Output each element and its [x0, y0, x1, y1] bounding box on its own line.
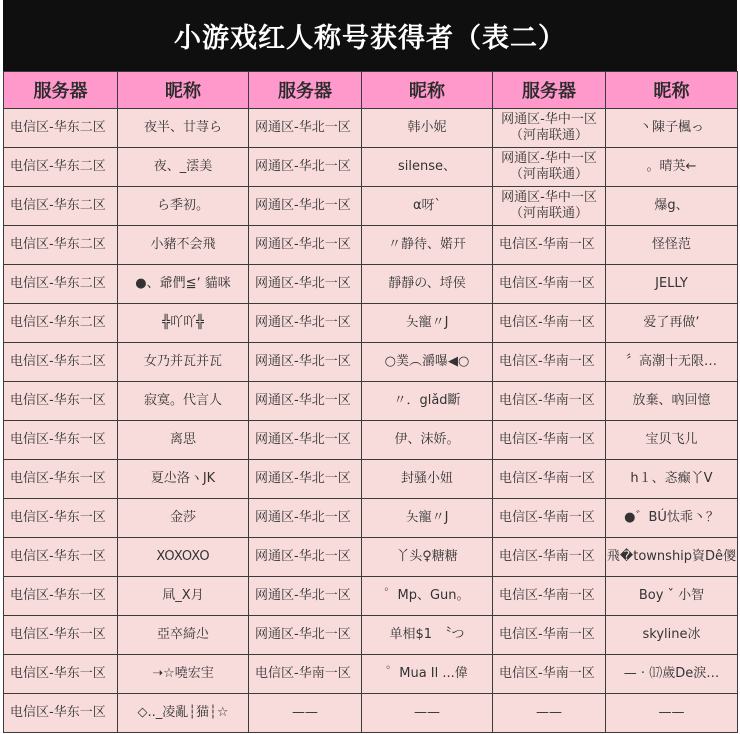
server-cell	[249, 538, 362, 577]
cell-text: 网通区-华北一区	[255, 159, 351, 174]
server-cell	[249, 265, 362, 304]
cell-text: 电信区-华南一区	[499, 510, 595, 525]
winners-table	[3, 71, 738, 733]
nickname-cell	[606, 148, 738, 187]
cell-text: 〃．glǎd斷	[393, 393, 461, 408]
nickname-cell	[606, 382, 738, 421]
nickname-cell	[362, 148, 493, 187]
nickname-cell	[362, 538, 493, 577]
table-row	[4, 304, 738, 343]
cell-text: 夏尐洛ヽJK	[150, 471, 216, 486]
server-cell	[493, 109, 606, 148]
table-row	[4, 538, 738, 577]
cell-text: 金莎	[169, 510, 196, 525]
server-cell	[493, 538, 606, 577]
cell-text: 网通区-华北一区	[255, 393, 351, 408]
cell-text: 网通区-华中一区	[501, 112, 597, 127]
nickname-cell	[606, 109, 738, 148]
cell-text: （河南联通）	[509, 128, 588, 143]
server-cell	[493, 499, 606, 538]
cell-text: 宝贝飞儿	[645, 432, 698, 447]
nickname-cell	[118, 382, 249, 421]
cell-text: 电信区-华东二区	[10, 237, 106, 252]
server-cell	[4, 265, 118, 304]
table-row	[4, 499, 738, 538]
nickname-cell	[118, 109, 249, 148]
cell-text: 电信区-华南一区	[499, 354, 595, 369]
nickname-cell	[118, 265, 249, 304]
cell-text: skyline冰	[642, 627, 701, 642]
table-row	[4, 577, 738, 616]
cell-text: 网通区-华北一区	[255, 627, 351, 642]
server-cell	[493, 577, 606, 616]
server-cell	[493, 421, 606, 460]
cell-text: 夜、_澐美	[153, 159, 213, 174]
cell-text: XOXOXO	[156, 549, 210, 564]
cell-text: 电信区-华东二区	[10, 354, 106, 369]
server-cell	[4, 148, 118, 187]
cell-text: Boy ˇ 小智	[638, 588, 705, 603]
cell-text: 电信区-华东一区	[10, 549, 106, 564]
table-row	[4, 148, 738, 187]
cell-text: 单相$1 〝つ	[389, 627, 465, 642]
cell-text: 韩小妮	[407, 120, 447, 135]
cell-text: 网通区-华北一区	[255, 315, 351, 330]
cell-text: 网通区-华北一区	[255, 237, 351, 252]
cell-text: 网通区-华北一区	[255, 354, 351, 369]
cell-text: 丶陳子楓っ	[638, 120, 704, 135]
table-row	[4, 187, 738, 226]
cell-text: 电信区-华南一区	[499, 432, 595, 447]
nickname-cell	[606, 265, 738, 304]
cell-text: 电信区-华东一区	[10, 393, 106, 408]
nickname-cell	[606, 616, 738, 655]
cell-text: ——	[658, 705, 685, 720]
cell-text: 电信区-华南一区	[499, 666, 595, 681]
nickname-cell	[606, 343, 738, 382]
server-cell	[249, 187, 362, 226]
server-cell	[4, 226, 118, 265]
cell-text: 放棄、吶回憶	[632, 393, 711, 408]
server-cell	[4, 343, 118, 382]
server-cell	[249, 226, 362, 265]
server-cell	[4, 382, 118, 421]
header-nickname: 昵称	[606, 72, 738, 109]
server-cell	[4, 616, 118, 655]
cell-text: 电信区-华东二区	[10, 159, 106, 174]
nickname-cell	[606, 655, 738, 694]
table-body	[4, 109, 738, 733]
cell-text: ●゛BÚ忲乖丶？	[624, 510, 719, 525]
cell-text: 爱了再做ʼ	[643, 315, 700, 330]
nickname-cell	[606, 421, 738, 460]
nickname-cell	[362, 616, 493, 655]
table-row	[4, 343, 738, 382]
nickname-cell	[606, 304, 738, 343]
cell-text: 网通区-华北一区	[255, 510, 351, 525]
server-cell	[4, 421, 118, 460]
cell-text: 电信区-华南一区	[499, 471, 595, 486]
cell-text: ◇.._凌亂┆猫┆☆	[137, 705, 229, 720]
server-cell	[493, 187, 606, 226]
nickname-cell	[362, 694, 493, 733]
cell-text: 网通区-华北一区	[255, 120, 351, 135]
cell-text: ——	[414, 705, 440, 720]
cell-text: 电信区-华南一区	[499, 276, 595, 291]
nickname-cell	[118, 226, 249, 265]
cell-text: ら季初。	[156, 198, 209, 213]
table-row	[4, 265, 738, 304]
nickname-cell	[362, 226, 493, 265]
cell-text: 夜半、廿荨ら	[143, 120, 222, 135]
cell-text: 。晴芵←	[646, 159, 697, 174]
cell-text: ○菐︵灂嚗◀○	[384, 354, 470, 369]
server-cell	[4, 538, 118, 577]
cell-text: 爆g、	[654, 198, 689, 213]
nickname-cell	[362, 655, 493, 694]
nickname-cell	[362, 265, 493, 304]
server-cell	[249, 577, 362, 616]
cell-text: ゜Mp、Gun。	[384, 588, 470, 603]
server-cell	[4, 109, 118, 148]
table-row	[4, 421, 738, 460]
nickname-cell	[118, 655, 249, 694]
header-row	[4, 72, 738, 109]
nickname-cell	[606, 226, 738, 265]
cell-text: 网通区-华北一区	[255, 198, 351, 213]
cell-text: 电信区-华东一区	[10, 510, 106, 525]
nickname-cell	[362, 304, 493, 343]
nickname-cell	[118, 304, 249, 343]
title-bar	[3, 0, 737, 71]
cell-text: 电信区-华东一区	[10, 627, 106, 642]
cell-text: silense、	[397, 159, 456, 174]
cell-text: — · ⒄歲De淚…	[623, 666, 720, 681]
server-cell	[493, 460, 606, 499]
server-cell	[249, 421, 362, 460]
server-cell	[249, 109, 362, 148]
nickname-cell	[606, 694, 738, 733]
cell-text: 电信区-华南一区	[499, 237, 595, 252]
table-row	[4, 694, 738, 733]
cell-text: 网通区-华北一区	[255, 276, 351, 291]
cell-text: 封骚小妞	[400, 471, 453, 486]
server-cell	[493, 265, 606, 304]
nickname-cell	[118, 577, 249, 616]
cell-text: 网通区-华北一区	[255, 588, 351, 603]
cell-text: 电信区-华东一区	[10, 666, 106, 681]
server-cell	[4, 187, 118, 226]
cell-text: 电信区-华南一区	[499, 393, 595, 408]
nickname-cell	[118, 694, 249, 733]
cell-text: 伊、沫娇。	[394, 432, 460, 447]
server-cell	[249, 382, 362, 421]
cell-text: 离思	[169, 432, 196, 447]
nickname-cell	[118, 616, 249, 655]
cell-text: （河南联通）	[509, 167, 588, 182]
nickname-cell	[362, 499, 493, 538]
server-cell	[493, 694, 606, 733]
server-cell	[249, 460, 362, 499]
sheet-title: 小游戏红人称号获得者（表二）	[174, 23, 566, 54]
cell-text: 电信区-华东一区	[10, 432, 106, 447]
cell-text: 网通区-华北一区	[255, 549, 351, 564]
table-row	[4, 226, 738, 265]
cell-text: 小豬不会飛	[150, 237, 216, 252]
nickname-cell	[362, 109, 493, 148]
server-cell	[493, 343, 606, 382]
cell-text: 电信区-华南一区	[255, 666, 351, 681]
header-server: 服务器	[4, 72, 118, 109]
nickname-cell	[118, 460, 249, 499]
nickname-cell	[362, 460, 493, 499]
nickname-cell	[606, 577, 738, 616]
nickname-cell	[606, 499, 738, 538]
server-cell	[493, 304, 606, 343]
cell-text: 飛�township資Dê儍	[606, 549, 737, 564]
server-cell	[4, 304, 118, 343]
cell-text: ゜Mua Il ...偉	[386, 666, 468, 681]
cell-text: 电信区-华东二区	[10, 315, 106, 330]
header-server: 服务器	[493, 72, 606, 109]
server-cell	[249, 694, 362, 733]
server-cell	[493, 148, 606, 187]
server-cell	[493, 616, 606, 655]
cell-text: 〞高潮十无限…	[625, 354, 717, 369]
cell-text: 怪怪范	[651, 237, 691, 252]
server-cell	[493, 226, 606, 265]
nickname-cell	[362, 421, 493, 460]
server-cell	[249, 343, 362, 382]
cell-text: 网通区-华北一区	[255, 432, 351, 447]
cell-text: 电信区-华东二区	[10, 120, 106, 135]
cell-text: 电信区-华南一区	[499, 588, 595, 603]
nickname-cell	[118, 187, 249, 226]
header-nickname: 昵称	[362, 72, 493, 109]
cell-text: 电信区-华东一区	[10, 705, 106, 720]
nickname-cell	[606, 460, 738, 499]
server-cell	[4, 499, 118, 538]
cell-text: 寂寞。代言人	[143, 393, 222, 408]
cell-text: 夨寵〃J	[405, 315, 449, 330]
cell-text: ╬吖吖╬	[162, 315, 204, 330]
cell-text: 电信区-华东二区	[10, 198, 106, 213]
nickname-cell	[362, 187, 493, 226]
cell-text: 电信区-华南一区	[499, 549, 595, 564]
cell-text: 电信区-华南一区	[499, 315, 595, 330]
table-row	[4, 616, 738, 655]
cell-text: 〃静待、婼幵	[387, 237, 466, 252]
cell-text: 夨寵〃J	[405, 510, 449, 525]
server-cell	[4, 655, 118, 694]
cell-text: ——	[292, 705, 318, 720]
nickname-cell	[606, 187, 738, 226]
table-row	[4, 655, 738, 694]
cell-text: 网通区-华中一区	[501, 151, 597, 166]
server-cell	[4, 460, 118, 499]
nickname-cell	[606, 538, 738, 577]
cell-text: （河南联通）	[509, 206, 588, 221]
server-cell	[4, 577, 118, 616]
server-cell	[249, 655, 362, 694]
nickname-cell	[118, 538, 249, 577]
cell-text: h１、忞癫丫V	[630, 471, 713, 486]
table-row	[4, 382, 738, 421]
nickname-cell	[362, 382, 493, 421]
cell-text: 亞卒綺尐	[156, 627, 209, 642]
server-cell	[249, 499, 362, 538]
nickname-cell	[118, 343, 249, 382]
nickname-cell	[362, 577, 493, 616]
server-cell	[249, 148, 362, 187]
cell-text: 网通区-华北一区	[255, 471, 351, 486]
server-cell	[249, 304, 362, 343]
header-nickname: 昵称	[118, 72, 249, 109]
server-cell	[493, 655, 606, 694]
cell-text: 电信区-华东一区	[10, 471, 106, 486]
table-row	[4, 460, 738, 499]
cell-text: 女乃并瓦并瓦	[143, 354, 222, 369]
cell-text: 靜靜の、埒侯	[388, 276, 466, 291]
header-server: 服务器	[249, 72, 362, 109]
nickname-cell	[118, 499, 249, 538]
cell-text: α呀`	[412, 198, 442, 213]
nickname-cell	[118, 148, 249, 187]
server-cell	[4, 694, 118, 733]
nickname-cell	[362, 343, 493, 382]
cell-text: JELLY	[655, 276, 688, 291]
server-cell	[249, 616, 362, 655]
cell-text: 网通区-华中一区	[501, 190, 597, 205]
server-cell	[493, 382, 606, 421]
cell-text: 电信区-华南一区	[499, 627, 595, 642]
nickname-cell	[118, 421, 249, 460]
cell-text: 电信区-华东一区	[10, 588, 106, 603]
cell-text: ——	[536, 705, 562, 720]
sheet	[3, 0, 737, 733]
cell-text: 凬_X月	[162, 588, 204, 603]
cell-text: ●、爺們≦ʼ 貓咪	[135, 276, 231, 291]
table-row	[4, 109, 738, 148]
cell-text: 电信区-华东二区	[10, 276, 106, 291]
cell-text: ➝☆嘵宏宔	[152, 666, 214, 681]
cell-text: 丫头♀糖糖	[396, 549, 458, 564]
